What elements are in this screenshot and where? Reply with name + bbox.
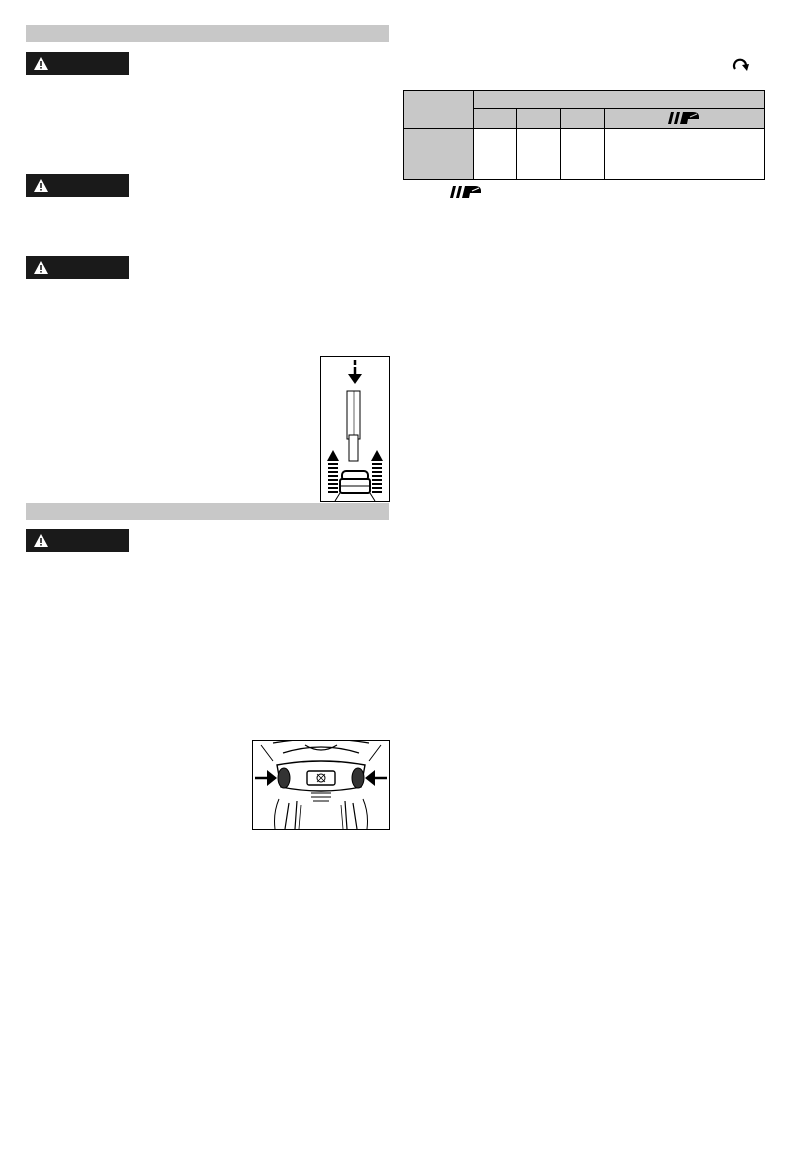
table-row-header-cell (403, 129, 473, 180)
table-header-cell (403, 90, 473, 128)
section-header-bar (26, 25, 389, 42)
bit-insertion-illustration-icon (321, 357, 389, 501)
mode-indicator-icon (666, 111, 700, 125)
warning-label-box (26, 529, 129, 552)
warning-triangle-icon (33, 533, 49, 548)
mode-indicator-icon (448, 185, 482, 199)
warning-label-box (26, 174, 129, 197)
warning-triangle-icon (33, 260, 49, 275)
side-buttons-figure (252, 740, 390, 830)
settings-table (403, 90, 765, 180)
section-header-bar (26, 503, 389, 520)
warning-triangle-icon (33, 178, 49, 193)
warning-triangle-icon (33, 56, 49, 71)
warning-label-box (26, 52, 129, 75)
clockwise-arrow-icon (731, 54, 751, 72)
side-release-buttons-illustration-icon (253, 741, 389, 829)
warning-label-box (26, 256, 129, 279)
bit-insertion-figure (320, 356, 390, 502)
table-header-cell (473, 90, 765, 108)
